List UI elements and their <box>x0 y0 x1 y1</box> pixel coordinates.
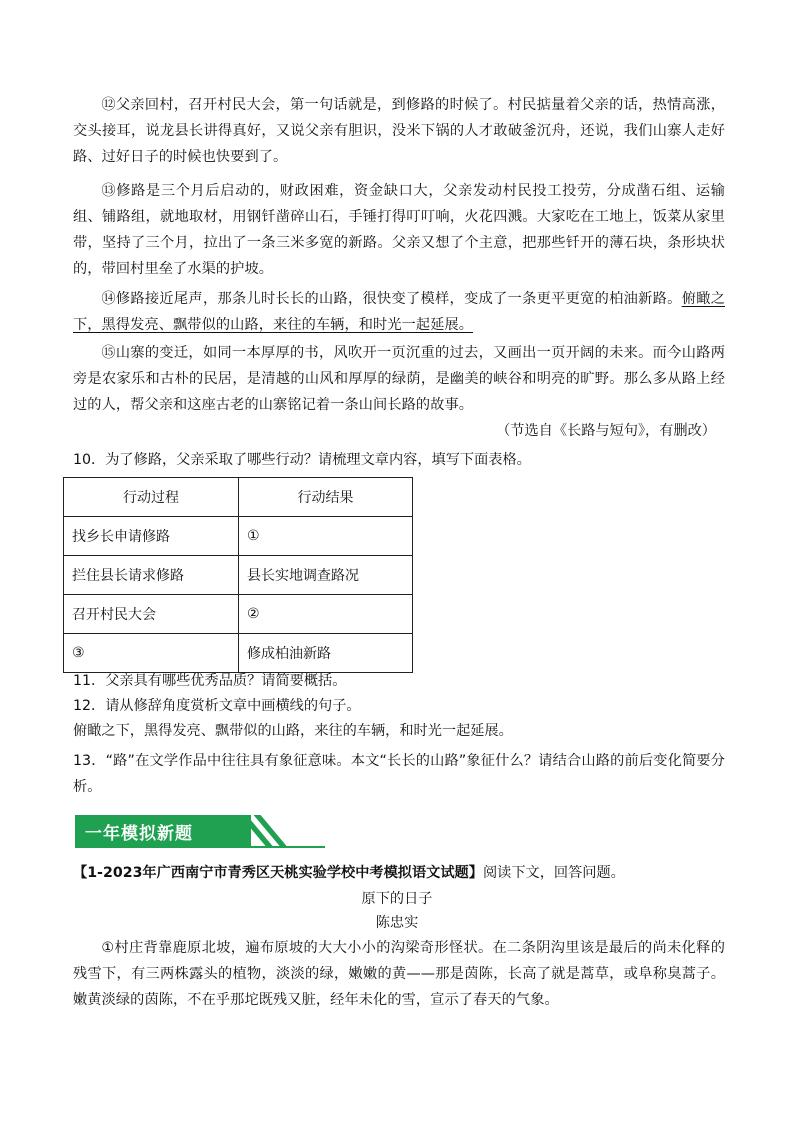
table-cell: 召开村民大会 <box>64 595 239 634</box>
source-note: （节选自《长路与短句》，有删改） <box>496 423 716 439</box>
section-intro <box>73 860 725 886</box>
source-citation: 【1-2023年广西南宁市青秀区天桃实验学校中考模拟语文试题】 <box>73 865 483 881</box>
table-row <box>64 517 413 556</box>
table-cell: ③ <box>64 634 239 673</box>
table-cell: 县长实地调查路况 <box>239 556 413 595</box>
question-12: 12．请从修辞角度赏析文章中画横线的句子。 <box>73 698 361 714</box>
table-cell: 找乡长申请修路 <box>64 517 239 556</box>
instruction-text: 阅读下文，回答问题。 <box>482 865 625 881</box>
table-cell: 修成柏油新路 <box>239 634 413 673</box>
paragraph-15: ⑮山寨的变迁，如同一本厚厚的书，风吹开一页沉重的过去，又画出一页开阔的未来。而今山路两旁是农家乐和古朴的民居，是清越的山风和厚厚的绿荫，是幽美的峡谷和明亮的旷野。那么多从路上经过的人，帮父亲和这座古老的山寨铭记着一条山间长路的故事。 <box>73 345 725 413</box>
article-paragraph-1: ①村庄背靠鹿原北坡，遍布原坡的大大小小的沟梁奇形怪状。在二条阴沟里该是最后的尚未化释的残雪下，有三两株露头的植物，淡淡的绿，嫩嫩的黄——那是茵陈，长高了就是蒿草，或阜称臭蒿子。嫩黄淡绿的茵陈，不在乎那坨既残又脏，经年未化的雪，宣示了春天的气象。 <box>73 940 725 1008</box>
question-11: 11．父亲具有哪些优秀品质？请简要概括。 <box>73 673 347 689</box>
underlined-sentence: 俯瞰之下，黑得发亮、飘带似的山路，来往的车辆，和时光一起延展。 <box>73 291 725 333</box>
table-header-cell: 行动结果 <box>239 478 413 517</box>
table-cell: ② <box>239 595 413 634</box>
question-13: 13．“路”在文学作品中往往具有象征意味。本文“长长的山路”象征什么？请结合山路的前后变化简要分析。 <box>73 753 725 795</box>
table-row <box>64 634 413 673</box>
banner-underline <box>75 846 325 848</box>
table-header-row <box>64 478 413 517</box>
table-row <box>64 595 413 634</box>
action-table <box>63 477 413 673</box>
question-10: 10．为了修路，父亲采取了哪些行动？请梳理文章内容，填写下面表格。 <box>73 452 531 468</box>
article-title: 原下的日子 <box>361 891 433 907</box>
question-12-quote: 俯瞰之下，黑得发亮、飘带似的山路，来往的车辆，和时光一起延展。 <box>73 723 513 739</box>
table-row <box>64 556 413 595</box>
paragraph-14-text: ⑭修路接近尾声，那条儿时长长的山路，很快变了模样，变成了一条更平更宽的柏油新路。 <box>101 291 682 307</box>
banner-label: 一年模拟新题 <box>85 824 193 844</box>
table-cell: ① <box>239 517 413 556</box>
paragraph-14 <box>73 286 725 338</box>
section-banner <box>75 815 325 850</box>
paragraph-13: ⑬修路是三个月后启动的，财政困难，资金缺口大，父亲发动村民投工投劳，分成凿石组、运输组、铺路组，就地取材，用钢钎凿碎山石，手锤打得叮叮响，火花四溅。大家吃在工地上，饭菜从家里带，坚持了三个月，拉出了一条三米多宽的新路。父亲又想了个主意，把那些钎开的薄石块，条形块状的，带回村里垒了水渠的护坡。 <box>73 183 725 277</box>
paragraph-12: ⑫父亲回村，召开村民大会，第一句话就是，到修路的时候了。村民掂量着父亲的话，热情高涨，交头接耳，说龙县长讲得真好，又说父亲有胆识，没米下锅的人才敢破釜沉舟，还说，我们山寨人走好路、过好日子的时候也快要到了。 <box>73 97 725 165</box>
table-cell: 拦住县长请求修路 <box>64 556 239 595</box>
article-author: 陈忠实 <box>375 915 419 931</box>
table-header-cell: 行动过程 <box>64 478 239 517</box>
